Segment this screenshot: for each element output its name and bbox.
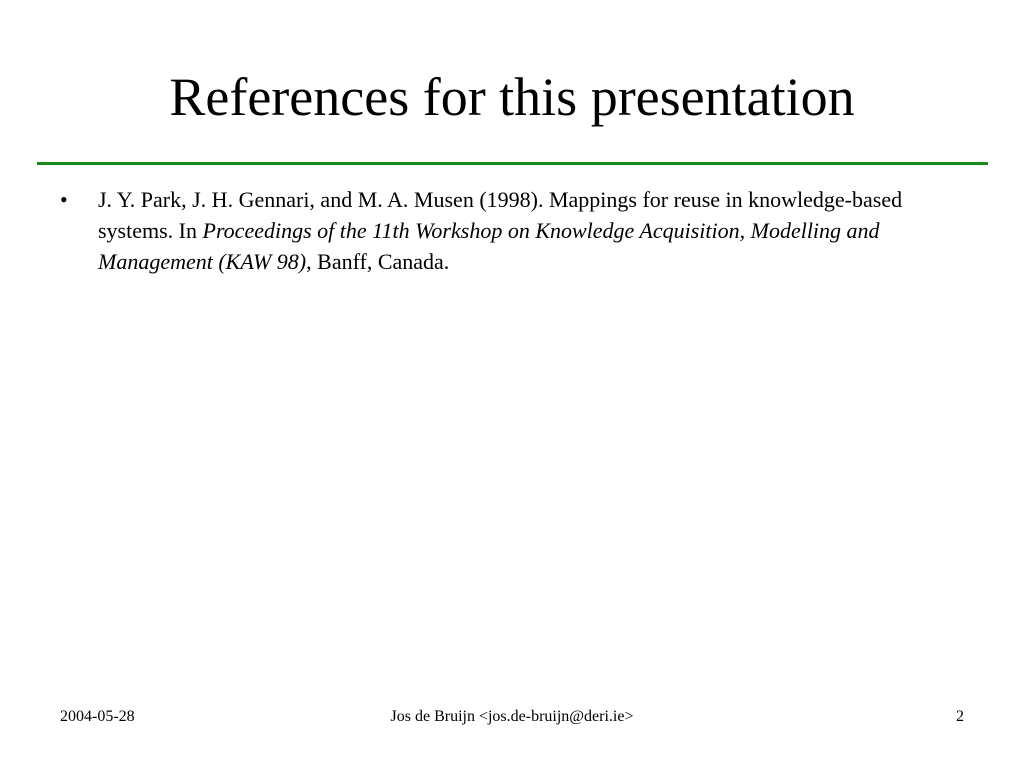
footer-author: Jos de Bruijn <jos.de-bruijn@deri.ie> bbox=[390, 708, 634, 725]
bullet-marker: • bbox=[60, 187, 68, 212]
reference-proceedings-title: Proceedings of the 11th Workshop on Knowledge Acquisition, Modelling and Management (KAW 98) bbox=[98, 218, 880, 274]
reference-location: , Banff, Canada. bbox=[306, 249, 450, 274]
reference-item bbox=[60, 184, 940, 277]
references-list bbox=[60, 184, 940, 277]
reference-text: J. Y. Park, J. H. Gennari, and M. A. Musen (1998). Mappings for reuse in knowledge-based systems. In bbox=[98, 187, 903, 243]
footer-date: 2004-05-28 bbox=[60, 708, 135, 725]
slide-title: References for this presentation bbox=[169, 67, 855, 127]
footer-page-number: 2 bbox=[956, 708, 964, 725]
title-divider bbox=[37, 162, 988, 165]
